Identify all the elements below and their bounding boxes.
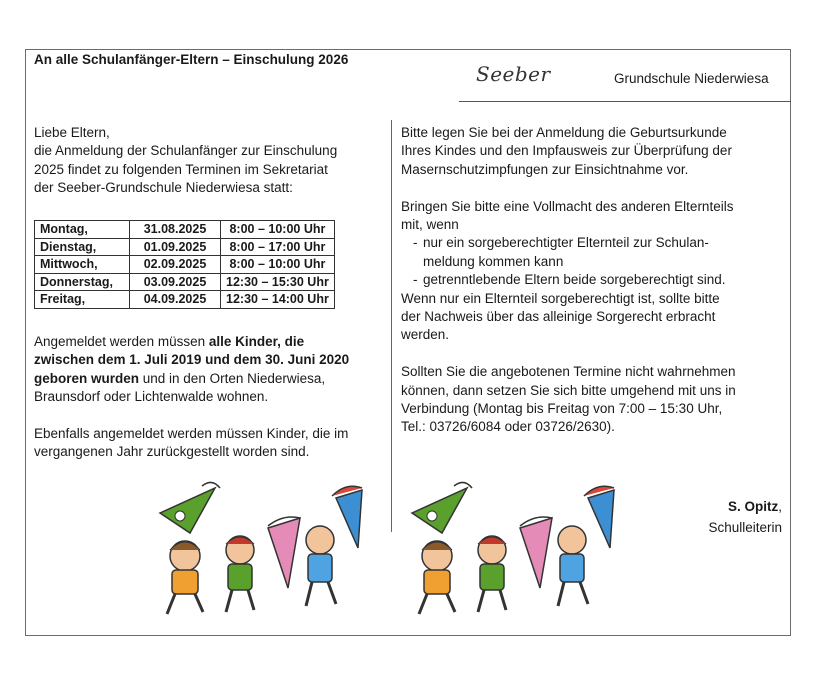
signature-comma: , xyxy=(778,499,782,514)
left-column xyxy=(34,124,384,198)
schedule-date: 31.08.2025 xyxy=(130,221,221,239)
schedule-time: 8:00 – 17:00 Uhr xyxy=(221,238,335,256)
child-with-blue-cone xyxy=(306,486,362,606)
school-name: Grundschule Niederwiesa xyxy=(614,71,769,86)
intro-line: 2025 findet zu folgenden Terminen im Sekretariat xyxy=(34,161,328,177)
contact-line: Sollten Sie die angebotenen Termine nicht wahrnehmen xyxy=(401,364,736,380)
eligibility-text: Angemeldet werden müssen xyxy=(34,334,209,349)
schedule-time: 12:30 – 14:00 Uhr xyxy=(221,291,335,309)
table-row xyxy=(35,256,335,274)
eligibility-bold: zwischen dem 1. Juli 2019 und dem 30. Juni 2020 xyxy=(34,352,350,368)
document-title: An alle Schulanfänger-Eltern – Einschulung 2026 xyxy=(34,52,349,67)
greeting: Liebe Eltern, xyxy=(34,125,110,140)
eligibility-text: und in den Orten Niederwiesa, xyxy=(139,370,326,386)
deferred-line: vergangenen Jahr zurückgestellt worden sind. xyxy=(34,444,310,460)
schedule-date: 03.09.2025 xyxy=(130,273,221,291)
deferred-line: Ebenfalls angemeldet werden müssen Kinder, die im xyxy=(34,426,349,442)
custody-line: werden. xyxy=(401,327,450,343)
right-column xyxy=(401,124,781,437)
intro-line: die Anmeldung der Schulanfänger zur Einschulung xyxy=(34,143,338,159)
signature-block xyxy=(708,496,782,538)
header-rule xyxy=(459,101,791,102)
custody-line: Wenn nur ein Elternteil sorgeberechtigt ist, sollte bitte xyxy=(401,290,720,306)
eligibility-line xyxy=(34,333,384,351)
list-item-text: meldung kommen kann xyxy=(423,253,564,269)
schedule-day: Freitag, xyxy=(35,291,130,309)
schedule-table xyxy=(34,220,335,309)
table-row xyxy=(35,273,335,291)
eligibility-line: Braunsdorf oder Lichtenwalde wohnen. xyxy=(34,389,269,405)
signature-line xyxy=(708,496,782,517)
signature-role: Schulleiterin xyxy=(708,520,782,535)
contact-line: können, dann setzen Sie sich bitte umgehend mit uns in xyxy=(401,382,736,398)
children-with-school-cones-icon xyxy=(392,478,622,628)
list-item: - getrenntlebende Eltern beide sorgeberechtigt sind. xyxy=(413,271,781,289)
proxy-line: mit, wenn xyxy=(401,217,459,233)
schedule-date: 01.09.2025 xyxy=(130,238,221,256)
documents-line: Ihres Kindes und den Impfausweis zur Überprüfung der xyxy=(401,143,732,159)
school-logo: Seeber xyxy=(476,62,551,86)
list-item-text: nur ein sorgeberechtigter Elternteil zur Schulan- xyxy=(423,235,709,251)
child-with-blue-cone xyxy=(558,486,614,606)
contact-line: Tel.: 03726/6084 oder 03726/2630). xyxy=(401,419,615,435)
schedule-time: 8:00 – 10:00 Uhr xyxy=(221,256,335,274)
child-with-pink-cone xyxy=(226,517,300,612)
child-with-green-cone xyxy=(412,482,472,614)
schedule-day: Donnerstag, xyxy=(35,273,130,291)
column-divider xyxy=(391,120,392,532)
eligibility-bold: geboren wurden xyxy=(34,370,140,386)
eligibility-bold: alle Kinder, die xyxy=(208,334,305,349)
table-row xyxy=(35,291,335,309)
schedule-day: Dienstag, xyxy=(35,238,130,256)
eligibility-paragraph xyxy=(34,333,384,462)
documents-line: Masernschutzimpfungen zur Einsichtnahme vor. xyxy=(401,161,689,177)
intro-line: der Seeber-Grundschule Niederwiesa statt: xyxy=(34,180,293,196)
schedule-time: 12:30 – 15:30 Uhr xyxy=(221,273,335,291)
schedule-date: 04.09.2025 xyxy=(130,291,221,309)
child-with-green-cone xyxy=(160,482,220,614)
custody-line: der Nachweis über das alleinige Sorgerecht erbracht xyxy=(401,309,716,325)
schedule-time: 8:00 – 10:00 Uhr xyxy=(221,221,335,239)
proxy-conditions-list xyxy=(401,234,781,289)
list-item xyxy=(413,234,781,271)
children-with-school-cones-icon xyxy=(140,478,370,628)
table-row xyxy=(35,221,335,239)
contact-line: Verbindung (Montag bis Freitag von 7:00 – 15:30 Uhr, xyxy=(401,401,723,417)
schedule-day: Mittwoch, xyxy=(35,256,130,274)
eligibility-line xyxy=(34,370,384,388)
proxy-line: Bringen Sie bitte eine Vollmacht des anderen Elternteils xyxy=(401,198,734,214)
documents-line: Bitte legen Sie bei der Anmeldung die Geburtsurkunde xyxy=(401,125,727,140)
signature-name: S. Opitz xyxy=(727,499,779,514)
schedule-date: 02.09.2025 xyxy=(130,256,221,274)
child-with-pink-cone xyxy=(478,517,552,612)
schedule-day: Montag, xyxy=(35,221,130,239)
table-row xyxy=(35,238,335,256)
eligibility-line xyxy=(34,351,384,369)
